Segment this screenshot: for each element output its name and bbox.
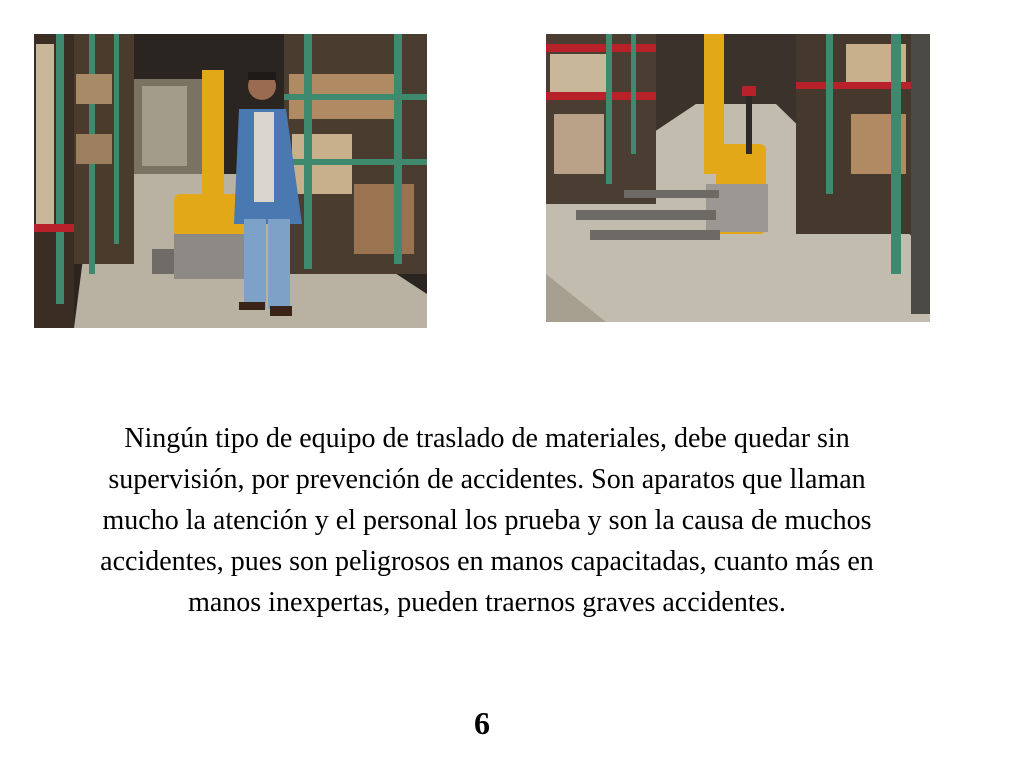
caption-line: mucho la atención y el personal los prueba y son la causa de muchos	[102, 505, 872, 536]
caption-line: manos inexpertas, pueden traernos graves accidentes.	[188, 587, 786, 618]
slide-caption	[8, 418, 966, 623]
warehouse-photo-unattended-stacker	[546, 34, 930, 322]
caption-line: supervisión, por prevención de accidentes. Son aparatos que llaman	[108, 464, 866, 495]
caption-line: accidentes, pues son peligrosos en manos capacitadas, cuanto más en	[100, 546, 874, 577]
caption-line: Ningún tipo de equipo de traslado de materiales, debe quedar sin	[124, 423, 850, 454]
page-number: 6	[474, 705, 490, 741]
warehouse-photo-worker-with-stacker	[34, 34, 427, 328]
